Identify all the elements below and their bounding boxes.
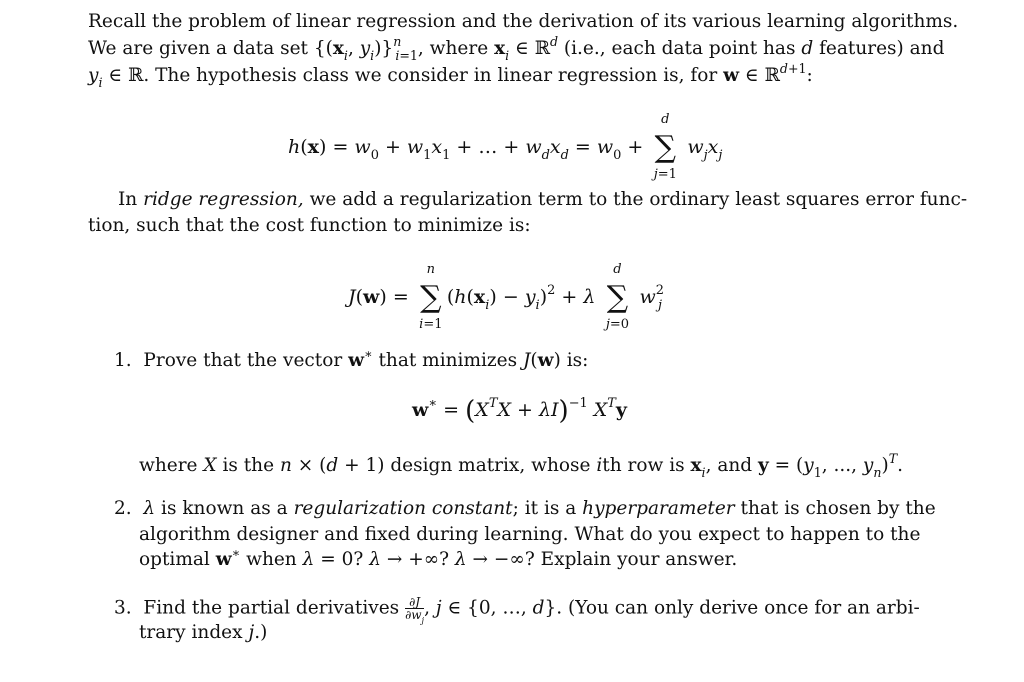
- item-2-line-3: optimal w∗ when λ = 0? λ → +∞? λ → −∞? Explain your answer.: [139, 544, 738, 570]
- ridge-line-2: tion, such that the cost function to minimize is:: [88, 215, 531, 236]
- item-3-line-2: trary index j.): [139, 622, 268, 643]
- item-3-line-1: 3. Find the partial derivatives $\frac{\partial J}{\partial w_j}$ , j ∈ {0, …, d}. (You can only derive once for an arbi-: [114, 595, 920, 626]
- item-1: 1. Prove that the vector w∗ that minimizes J(w) is:: [114, 345, 589, 371]
- intro-line-1: Recall the problem of linear regression and the derivation of its various learning algorithms.: [88, 11, 959, 32]
- design-matrix-line: where X is the n × (d + 1) design matrix, whose ith row is $x_i$, and $y = (y_1$, ..., $y_n)^T$.: [139, 450, 903, 480]
- item-2-line-2: algorithm designer and fixed during learning. What do you expect to happen to the: [139, 524, 921, 545]
- hypothesis-equation: $h(x) = w_0 + w_1x_1$ + … + $w_dx_d = w_0$ + d ∑ j=1 $w_jx_j$: [288, 112, 723, 182]
- intro-line-3: $y_i$ ∈ ℝ. The hypothesis class we consider in linear regression is, for w ∈ ℝ$^{d+1}$:: [88, 60, 813, 90]
- intro-line-2: We are given a data set {($x_i$, $y_i)\}^n_{i=1}$, where $x_i$ ∈ ℝ$^d$ (i.e., each data point has d features) and: [88, 33, 945, 63]
- cost-function-equation: J(w) = n ∑ i=1 $(h(x_i) - y_i)^2 + \lambda$ d ∑ j=0 $w^2_j$: [348, 262, 664, 332]
- dataset-math: {($x_i$, $y_i)\}^n_{i=1}$,: [313, 33, 424, 63]
- optimal-w-equation: $w^∗ = (X^TX + \lambda I)^{-1}$ $X^Ty$: [412, 396, 627, 426]
- ridge-line-1: In ridge regression, we add a regularization term to the ordinary least squares error func-: [118, 189, 968, 210]
- partial-derivative-fraction: $\frac{\partial J}{\partial w_j}$: [405, 595, 425, 626]
- item-2-line-1: 2. λ is known as a regularization constant; it is a hyperparameter that is chosen by the: [114, 498, 936, 519]
